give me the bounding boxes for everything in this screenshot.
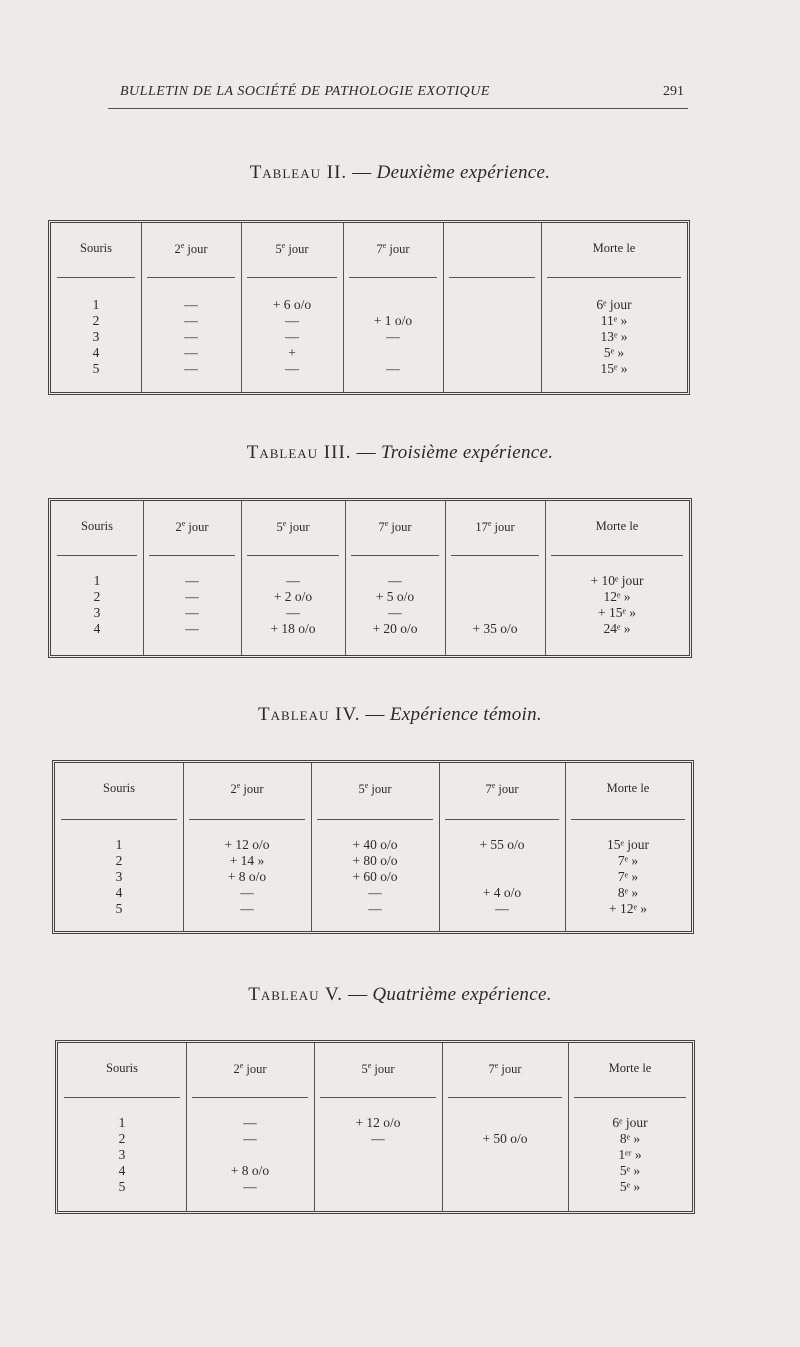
column-header: Souris <box>80 241 112 255</box>
table-cell: 24ᵉ » <box>603 621 631 636</box>
table-cell: + 14 » <box>229 853 265 868</box>
table-cell: + 6 o/o <box>272 297 312 312</box>
table-cell: + 55 o/o <box>479 837 525 852</box>
table-cell: 5ᵉ » <box>619 1179 641 1194</box>
column-header: Souris <box>103 781 135 795</box>
mouse-number: 2 <box>92 313 100 328</box>
table-cell: — <box>368 885 382 900</box>
table-cell: — <box>240 885 254 900</box>
table-cell: — <box>243 1115 257 1130</box>
table-cell: + <box>288 345 296 360</box>
table-cell: — <box>388 573 402 588</box>
table-cell: 1ᵉʳ » <box>618 1147 642 1162</box>
table-5 <box>55 1040 695 1214</box>
table-cell: — <box>285 313 299 328</box>
table-cell: — <box>495 901 509 916</box>
column-header: Souris <box>106 1061 138 1075</box>
column-divider <box>443 223 444 392</box>
table-cell: — <box>286 605 300 620</box>
table-cell: — <box>184 329 198 344</box>
mouse-number: 5 <box>115 901 123 916</box>
table-cell: — <box>388 605 402 620</box>
table-cell: 15ᵉ » <box>600 361 628 376</box>
mouse-number: 2 <box>93 589 101 604</box>
table-cell: + 60 o/o <box>352 869 398 884</box>
header-rule <box>57 277 135 278</box>
table-4 <box>52 760 694 934</box>
table-cell: + 20 o/o <box>372 621 418 636</box>
table-4-label: Tableau IV. <box>258 704 361 725</box>
header-rule <box>351 555 439 556</box>
mouse-number: 1 <box>93 573 101 588</box>
table-cell: + 2 o/o <box>273 589 313 604</box>
table-cell: — <box>184 297 198 312</box>
header-rule <box>448 1097 562 1098</box>
table-cell: + 5 o/o <box>375 589 415 604</box>
header-rule <box>571 819 685 820</box>
mouse-number: 4 <box>93 621 101 636</box>
header-rule <box>320 1097 436 1098</box>
column-header: 5e jour <box>275 241 309 257</box>
column-header: Morte le <box>606 781 650 795</box>
table-cell: + 50 o/o <box>482 1131 528 1146</box>
table-cell: 6ᵉ jour <box>596 297 632 312</box>
table-cell: + 35 o/o <box>472 621 518 636</box>
table-cell: 7ᵉ » <box>617 869 639 884</box>
table-cell: — <box>184 345 198 360</box>
table-cell: + 12 o/o <box>224 837 270 852</box>
table-4-caption <box>0 704 800 726</box>
column-header: 7e jour <box>376 241 410 257</box>
mouse-number: 3 <box>93 605 101 620</box>
table-cell: — <box>386 329 400 344</box>
header-rule <box>574 1097 686 1098</box>
table-2-subtitle: Deuxième expérience. <box>376 162 551 183</box>
table-cell: 13ᵉ » <box>600 329 628 344</box>
table-cell: + 12 o/o <box>355 1115 401 1130</box>
column-header: 7e jour <box>485 781 519 797</box>
table-5-subtitle: Quatrième expérience. <box>372 984 552 1005</box>
header-rule <box>247 555 339 556</box>
table-cell: — <box>185 573 199 588</box>
header-rule <box>64 1097 180 1098</box>
mouse-number: 4 <box>118 1163 126 1178</box>
column-header: Morte le <box>595 519 639 533</box>
mouse-number: 3 <box>92 329 100 344</box>
column-header: 7e jour <box>488 1061 522 1077</box>
table-cell: — <box>368 901 382 916</box>
column-header: 5e jour <box>276 519 310 535</box>
journal-title: BULLETIN DE LA SOCIÉTÉ DE PATHOLOGIE EXOTIQUE <box>120 84 490 99</box>
column-header: Morte le <box>592 241 636 255</box>
table-cell: + 8 o/o <box>230 1163 270 1178</box>
mouse-number: 2 <box>115 853 123 868</box>
table-cell: 8ᵉ » <box>617 885 639 900</box>
header-rule <box>445 819 559 820</box>
mouse-number: 4 <box>115 885 123 900</box>
column-header: Morte le <box>608 1061 652 1075</box>
header-rule <box>247 277 337 278</box>
header-rule <box>451 555 539 556</box>
column-header: 7e jour <box>378 519 412 535</box>
mouse-number: 5 <box>92 361 100 376</box>
table-cell: 8ᵉ » <box>619 1131 641 1146</box>
table-cell: — <box>185 589 199 604</box>
header-rule <box>189 819 305 820</box>
column-header: 17e jour <box>475 519 515 535</box>
table-cell: 5ᵉ » <box>619 1163 641 1178</box>
table-3 <box>48 498 692 658</box>
table-cell: + 40 o/o <box>352 837 398 852</box>
table-5-label: Tableau V. <box>248 984 343 1005</box>
table-2-label: Tableau II. <box>249 162 348 183</box>
table-cell: 11ᵉ » <box>600 313 628 328</box>
table-cell: — <box>285 329 299 344</box>
mouse-number: 1 <box>115 837 123 852</box>
table-cell: — <box>371 1131 385 1146</box>
table-5-dash: — <box>343 984 373 1005</box>
header-rule <box>192 1097 308 1098</box>
column-header: 2e jour <box>233 1061 267 1077</box>
header-rule <box>547 277 681 278</box>
table-cell: + 1 o/o <box>373 313 413 328</box>
table-cell: 15ᵉ jour <box>606 837 650 852</box>
table-5-caption <box>0 984 800 1006</box>
column-header: 2e jour <box>174 241 208 257</box>
column-header: 5e jour <box>358 781 392 797</box>
table-cell: — <box>286 573 300 588</box>
table-2-dash: — <box>347 162 377 183</box>
table-3-subtitle: Troisième expérience. <box>380 442 554 463</box>
table-2-caption <box>0 162 800 184</box>
header-rule <box>147 277 235 278</box>
table-cell: + 18 o/o <box>270 621 316 636</box>
table-cell: + 12ᵉ » <box>608 901 648 916</box>
header-rule <box>551 555 683 556</box>
column-header: 5e jour <box>361 1061 395 1077</box>
table-3-caption <box>0 442 800 464</box>
header-rule <box>317 819 433 820</box>
header-rule <box>57 555 137 556</box>
mouse-number: 3 <box>118 1147 126 1162</box>
mouse-number: 1 <box>118 1115 126 1130</box>
table-cell: 5ᵉ » <box>603 345 625 360</box>
column-header: 2e jour <box>175 519 209 535</box>
table-cell: — <box>243 1179 257 1194</box>
header-rule <box>449 277 535 278</box>
mouse-number: 3 <box>115 869 123 884</box>
mouse-number: 4 <box>92 345 100 360</box>
table-cell: — <box>184 313 198 328</box>
table-cell: — <box>184 361 198 376</box>
mouse-number: 5 <box>118 1179 126 1194</box>
table-cell: 7ᵉ » <box>617 853 639 868</box>
table-cell: + 80 o/o <box>352 853 398 868</box>
column-header: Souris <box>81 519 113 533</box>
table-cell: — <box>185 621 199 636</box>
page-number: 291 <box>663 84 684 99</box>
table-3-label: Tableau III. <box>246 442 352 463</box>
table-cell: + 8 o/o <box>227 869 267 884</box>
header-rule <box>108 108 688 109</box>
header-rule <box>149 555 235 556</box>
table-cell: 6ᵉ jour <box>612 1115 648 1130</box>
table-cell: 12ᵉ » <box>603 589 631 604</box>
table-cell: — <box>240 901 254 916</box>
mouse-number: 1 <box>92 297 100 312</box>
table-2 <box>48 220 690 395</box>
table-cell: — <box>285 361 299 376</box>
running-header <box>108 84 688 106</box>
table-3-dash: — <box>351 442 381 463</box>
mouse-number: 2 <box>118 1131 126 1146</box>
table-4-dash: — <box>360 704 390 725</box>
header-rule <box>61 819 177 820</box>
table-cell: + 15ᵉ » <box>597 605 637 620</box>
column-header: 2e jour <box>230 781 264 797</box>
header-rule <box>349 277 437 278</box>
table-cell: + 10ᵉ jour <box>590 573 644 588</box>
table-cell: + 4 o/o <box>482 885 522 900</box>
table-cell: — <box>386 361 400 376</box>
table-4-subtitle: Expérience témoin. <box>389 704 542 725</box>
table-cell: — <box>243 1131 257 1146</box>
table-cell: — <box>185 605 199 620</box>
